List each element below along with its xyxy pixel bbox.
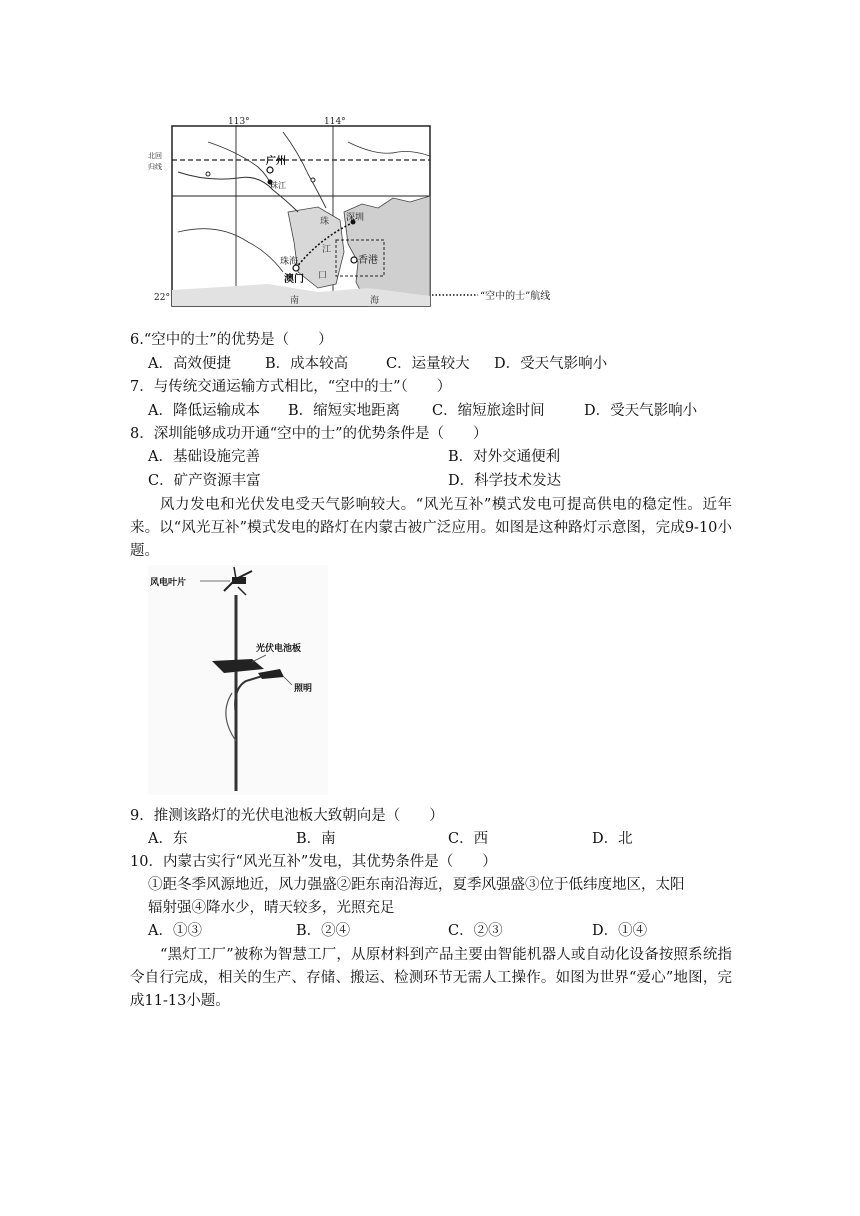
blade-label: 风电叶片 [150,578,187,588]
q6-option-d[interactable]: D．受天气影响小 [494,356,608,372]
legend-route-label: “空中的士”航线 [480,291,551,302]
estuary-char-2: 江 [322,245,332,255]
q9-option-b[interactable]: B．南 [296,831,336,847]
lat-label-22: 22° [154,293,170,303]
guangzhou-marker [267,167,273,173]
guangzhou-label: 广州 [266,156,286,167]
lon-label-114: 114° [324,117,346,127]
lon-label-113: 113° [228,117,250,127]
diagram-background [148,565,328,795]
town-marker [206,172,210,176]
solar-panel-label: 光伏电池板 [256,644,302,654]
q9-option-c[interactable]: C．西 [448,831,489,847]
q10-option-a[interactable]: A．①③ [148,923,202,939]
q10-option-d[interactable]: D．①④ [592,923,648,939]
tropic-label-text: 北回 [148,152,162,160]
lighting-label: 照明 [294,684,313,694]
q7-option-b[interactable]: B．缩短实地距离 [288,403,401,419]
q10-option-b[interactable]: B．②④ [296,923,351,939]
question-6-stem: 6.“空中的士”的优势是（ ） [130,332,333,348]
turbine-nacelle [232,577,246,584]
shenzhen-label: 深圳 [346,213,365,223]
q10-option-c[interactable]: C．②③ [448,923,503,939]
q8-option-d[interactable]: D．科学技术发达 [448,473,562,489]
wind-solar-street-lamp-diagram [148,565,328,795]
estuary-char-3: 口 [318,271,328,281]
question-7-stem: 7．与传统交通运输方式相比，“空中的士”（ ） [130,379,452,395]
zhujiang-label: 珠江 [270,181,286,190]
question-8-stem: 8．深圳能够成功开通“空中的士”的优势条件是（ ） [130,426,488,442]
pearl-river-delta-map [148,112,598,317]
q7-option-c[interactable]: C．缩短旅途时间 [432,403,545,419]
q10-condition-line-1: ①距冬季风源地近，风力强盛②距东南沿海近，夏季风强盛③位于低纬度地区，太阳 [148,877,685,893]
q8-option-a[interactable]: A．基础设施完善 [148,449,260,465]
lat-label-tropic [148,151,162,160]
question-10-stem: 10．内蒙古实行“风光互补”发电，其优势条件是（ ） [130,854,497,870]
lat-label-tropic-2: 归线 [148,163,162,171]
intro-questions-11-13: “黑灯工厂”被称为智慧工厂，从原材料到产品主要由智能机器人或自动化设备按照系统指令自行完成，相关的生产、存储、搬运、检测环节无需人工操作。如图为世界“爱心”地图，完成11-13小题。 [130,947,732,1009]
q6-option-b[interactable]: B．成本较高 [265,356,349,372]
q9-option-d[interactable]: D．北 [592,831,633,847]
question-9-stem: 9．推测该路灯的光伏电池板大致朝向是（ ） [130,808,444,824]
q8-option-b[interactable]: B．对外交通便利 [448,449,561,465]
sea-char-2: 海 [370,296,380,306]
hong-kong-label: 香港 [358,255,378,266]
q8-option-c[interactable]: C．矿产资源丰富 [148,473,261,489]
q6-option-a[interactable]: A．高效便捷 [148,356,231,372]
q7-option-a[interactable]: A．降低运输成本 [148,403,260,419]
hong-kong-marker [351,257,357,263]
intro-questions-9-10: 风力发电和光伏发电受天气影响较大。“风光互补”模式发电可提高供电的稳定性。近年来。以“风光互补”模式发电的路灯在内蒙古被广泛应用。如图是这种路灯示意图，完成9-10小题。 [130,497,732,559]
q7-option-d[interactable]: D．受天气影响小 [584,403,698,419]
q9-option-a[interactable]: A．东 [148,831,188,847]
q10-condition-line-2: 辐射强④降水少，晴天较多，光照充足 [148,900,395,916]
town-marker [311,178,315,182]
macau-label: 澳门 [284,274,304,285]
sea-char-1: 南 [290,296,300,306]
q6-option-c[interactable]: C．运量较大 [386,356,470,372]
zhuhai-label: 珠海 [280,257,299,267]
estuary-char-1: 珠 [320,217,330,227]
